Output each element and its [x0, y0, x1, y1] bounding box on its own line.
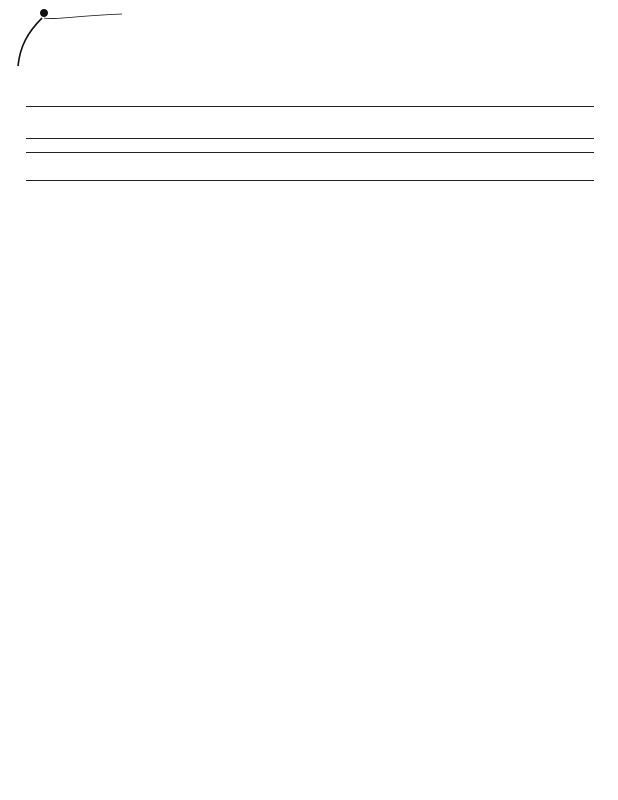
divider-top	[26, 106, 594, 107]
divider-sample-top	[26, 138, 594, 139]
divider-headers	[26, 180, 594, 181]
pace-logo-icon	[14, 6, 132, 72]
divider-sample-bottom	[26, 152, 594, 153]
